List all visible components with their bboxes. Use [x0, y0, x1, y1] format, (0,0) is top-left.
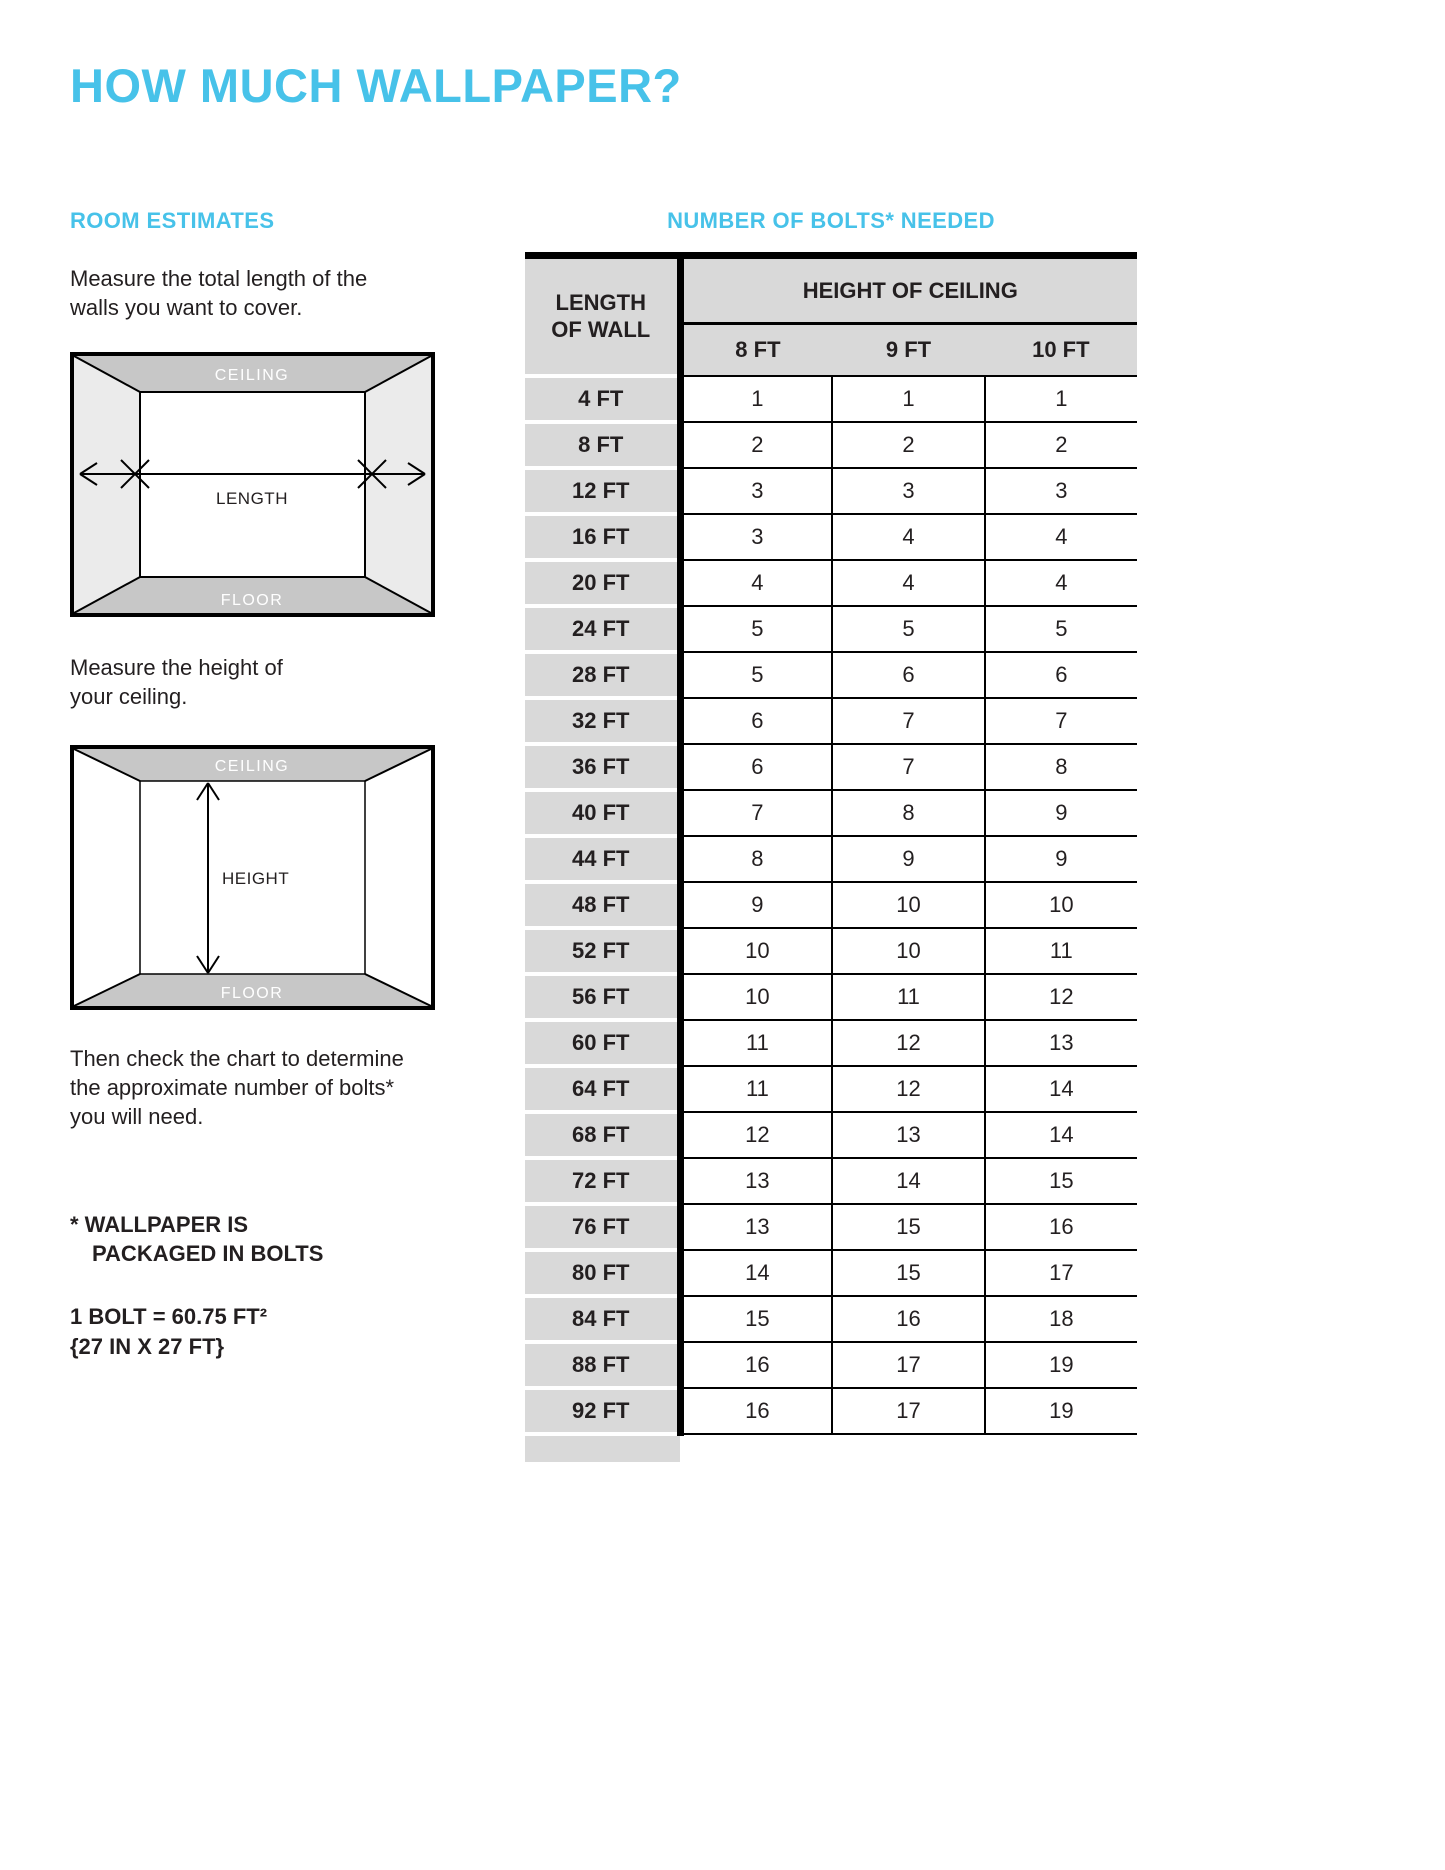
table-row [525, 1342, 1137, 1388]
bolt-count-cell: 13 [680, 1204, 832, 1250]
row-length-label: 68 FT [525, 1112, 680, 1158]
bolt-count-cell: 12 [832, 1066, 984, 1112]
row-length-label: 12 FT [525, 468, 680, 514]
bolt-count-cell: 4 [832, 514, 984, 560]
row-length-label: 16 FT [525, 514, 680, 560]
bolt-count-cell: 3 [680, 468, 832, 514]
row-length-label: 44 FT [525, 836, 680, 882]
instruction-measure-height: Measure the height of your ceiling. [70, 655, 283, 710]
bolt-count-cell: 11 [680, 1020, 832, 1066]
bolt-count-cell: 9 [985, 790, 1137, 836]
bolt-count-cell: 7 [985, 698, 1137, 744]
bolt-count-cell: 5 [680, 606, 832, 652]
bolt-count-cell: 11 [985, 928, 1137, 974]
row-length-label: 72 FT [525, 1158, 680, 1204]
room-estimates-section [70, 208, 435, 1462]
table-row [525, 744, 1137, 790]
bolt-count-cell: 6 [985, 652, 1137, 698]
row-length-label: 4 FT [525, 376, 680, 422]
bolt-count-cell: 19 [985, 1342, 1137, 1388]
ceiling-label: CEILING [214, 758, 290, 776]
table-row [525, 790, 1137, 836]
bolt-count-cell: 7 [832, 744, 984, 790]
back-wall [140, 392, 365, 577]
bolt-count-cell: 13 [680, 1158, 832, 1204]
table-row [525, 882, 1137, 928]
bolt-count-cell: 4 [680, 560, 832, 606]
table-row [525, 1388, 1137, 1434]
instruction-check-chart: Then check the chart to determine the approximate number of bolts* you will need. [70, 1046, 404, 1130]
bolt-count-cell: 1 [680, 376, 832, 422]
table-row [525, 514, 1137, 560]
table-row [525, 560, 1137, 606]
bolt-count-cell: 2 [680, 422, 832, 468]
bolt-count-cell: 15 [680, 1296, 832, 1342]
bolt-count-cell: 8 [680, 836, 832, 882]
bolt-count-cell: 16 [680, 1342, 832, 1388]
table-row [525, 1296, 1137, 1342]
subheader-8ft: 8 FT [680, 324, 832, 376]
table-gray-tail [525, 1436, 680, 1462]
bolt-count-cell: 11 [832, 974, 984, 1020]
table-row [525, 974, 1137, 1020]
bolt-count-cell: 10 [680, 974, 832, 1020]
table-row [525, 422, 1137, 468]
table-row [525, 1112, 1137, 1158]
row-length-label: 76 FT [525, 1204, 680, 1250]
page-title: HOW MUCH WALLPAPER? [70, 59, 682, 112]
bolt-count-cell: 4 [985, 560, 1137, 606]
ceiling-label: CEILING [214, 367, 290, 385]
bolt-count-cell: 2 [832, 422, 984, 468]
instruction-measure-length: Measure the total length of the walls you want to cover. [70, 266, 368, 321]
height-of-ceiling-header: HEIGHT OF CEILING [680, 256, 1137, 324]
row-length-label: 84 FT [525, 1296, 680, 1342]
bolt-count-cell: 5 [680, 652, 832, 698]
bolt-count-cell: 6 [832, 652, 984, 698]
row-length-label: 48 FT [525, 882, 680, 928]
bolt-count-cell: 16 [680, 1388, 832, 1434]
footnote-line-2: PACKAGED IN BOLTS [92, 1240, 324, 1266]
bolts-table-heading: NUMBER OF BOLTS* NEEDED [667, 208, 995, 233]
row-length-label: 32 FT [525, 698, 680, 744]
floor-label: FLOOR [220, 985, 284, 1003]
bolt-count-cell: 10 [985, 882, 1137, 928]
table-row [525, 1250, 1137, 1296]
bolt-count-cell: 1 [985, 376, 1137, 422]
subheader-10ft: 10 FT [985, 324, 1137, 376]
bolt-count-cell: 6 [680, 698, 832, 744]
bolt-count-cell: 4 [985, 514, 1137, 560]
bolt-count-cell: 15 [832, 1204, 984, 1250]
bolt-count-cell: 11 [680, 1066, 832, 1112]
bolt-count-cell: 18 [985, 1296, 1137, 1342]
bolt-count-cell: 7 [680, 790, 832, 836]
table-row [525, 1204, 1137, 1250]
row-length-label: 20 FT [525, 560, 680, 606]
bolt-count-cell: 2 [985, 422, 1137, 468]
bolt-count-cell: 16 [832, 1296, 984, 1342]
left-wall [74, 356, 140, 613]
bolt-size-info [70, 1302, 435, 1361]
bolt-count-cell: 8 [985, 744, 1137, 790]
table-row [525, 606, 1137, 652]
row-length-label: 60 FT [525, 1020, 680, 1066]
row-length-label: 52 FT [525, 928, 680, 974]
bolt-count-cell: 5 [832, 606, 984, 652]
bolt-count-cell: 6 [680, 744, 832, 790]
height-label: HEIGHT [222, 869, 290, 889]
bolts-table [525, 252, 1137, 1436]
bolt-count-cell: 10 [832, 928, 984, 974]
row-length-label: 36 FT [525, 744, 680, 790]
bolt-count-cell: 10 [832, 882, 984, 928]
bolt-count-cell: 9 [985, 836, 1137, 882]
bolt-count-cell: 13 [832, 1112, 984, 1158]
row-length-label: 92 FT [525, 1388, 680, 1434]
bolt-count-cell: 15 [985, 1158, 1137, 1204]
row-length-label: 28 FT [525, 652, 680, 698]
length-label: LENGTH [216, 489, 288, 509]
bolt-count-cell: 12 [680, 1112, 832, 1158]
bolt-count-cell: 8 [832, 790, 984, 836]
bolt-count-cell: 7 [832, 698, 984, 744]
content-columns [70, 208, 1445, 1462]
table-row [525, 652, 1137, 698]
table-row [525, 928, 1137, 974]
row-length-label: 40 FT [525, 790, 680, 836]
bolt-dimensions: {27 IN X 27 FT} [70, 1334, 225, 1360]
table-row [525, 468, 1137, 514]
bolt-count-cell: 12 [985, 974, 1137, 1020]
bolt-count-cell: 15 [832, 1250, 984, 1296]
bolt-count-cell: 14 [985, 1066, 1137, 1112]
room-estimates-heading: ROOM ESTIMATES [70, 208, 275, 233]
row-length-label: 8 FT [525, 422, 680, 468]
bolt-area: 1 BOLT = 60.75 FT² [70, 1304, 268, 1330]
bolt-count-cell: 3 [680, 514, 832, 560]
row-length-label: 88 FT [525, 1342, 680, 1388]
room-length-diagram [70, 352, 435, 617]
subheader-9ft: 9 FT [832, 324, 984, 376]
bolt-count-cell: 14 [985, 1112, 1137, 1158]
bolt-count-cell: 16 [985, 1204, 1137, 1250]
table-row [525, 1066, 1137, 1112]
bolt-count-cell: 14 [680, 1250, 832, 1296]
table-header-row [525, 256, 1137, 324]
bolts-needed-section [525, 208, 1137, 1462]
row-length-label: 56 FT [525, 974, 680, 1020]
row-length-label: 24 FT [525, 606, 680, 652]
table-row [525, 698, 1137, 744]
bolt-count-cell: 4 [832, 560, 984, 606]
table-row [525, 1158, 1137, 1204]
bolt-count-cell: 12 [832, 1020, 984, 1066]
bolt-count-cell: 17 [985, 1250, 1137, 1296]
bolt-count-cell: 3 [985, 468, 1137, 514]
bolt-count-cell: 9 [680, 882, 832, 928]
bolt-count-cell: 19 [985, 1388, 1137, 1434]
bolts-footnote [70, 1211, 435, 1268]
bolt-count-cell: 10 [680, 928, 832, 974]
bolt-count-cell: 14 [832, 1158, 984, 1204]
bolt-count-cell: 9 [832, 836, 984, 882]
row-length-label: 64 FT [525, 1066, 680, 1112]
table-row [525, 1020, 1137, 1066]
length-of-wall-header: LENGTH OF WALL [525, 256, 680, 376]
row-length-label: 80 FT [525, 1250, 680, 1296]
bolt-count-cell: 17 [832, 1388, 984, 1434]
floor-label: FLOOR [220, 592, 284, 610]
table-row [525, 376, 1137, 422]
right-wall [365, 356, 431, 613]
bolt-count-cell: 17 [832, 1342, 984, 1388]
bolt-count-cell: 13 [985, 1020, 1137, 1066]
footnote-line-1: * WALLPAPER IS [70, 1212, 249, 1238]
room-height-diagram [70, 745, 435, 1010]
bolt-count-cell: 5 [985, 606, 1137, 652]
bolt-count-cell: 1 [832, 376, 984, 422]
bolt-count-cell: 3 [832, 468, 984, 514]
table-row [525, 836, 1137, 882]
